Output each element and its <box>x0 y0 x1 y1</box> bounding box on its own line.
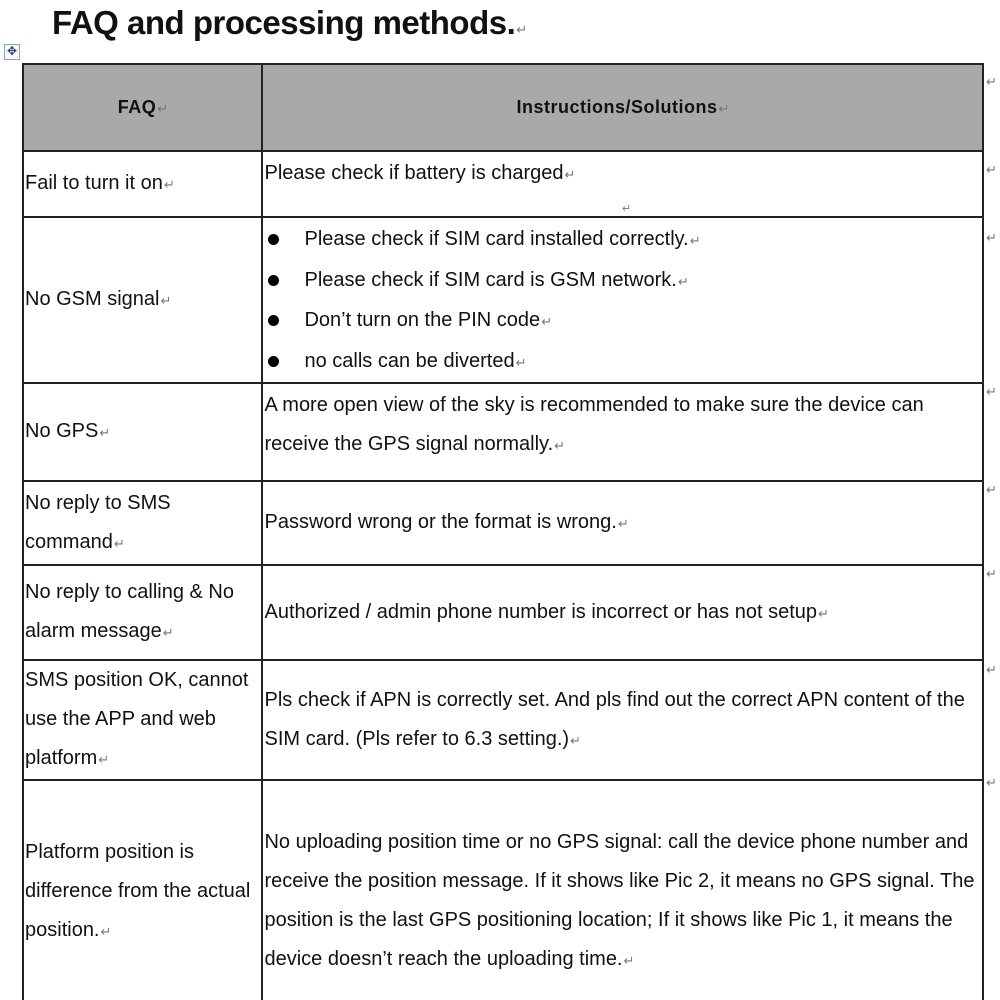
table-move-handle-icon[interactable]: ✥ <box>4 44 20 60</box>
problem-cell: Fail to turn it on↵ <box>23 151 262 217</box>
table-row <box>23 383 983 481</box>
problem-cell: Platform position is difference from the actual position.↵ <box>23 780 262 1000</box>
table-row <box>23 217 983 383</box>
problem-cell: No reply to calling & No alarm message↵ <box>23 565 262 660</box>
row-end-mark: ↵ <box>986 162 997 177</box>
solution-cell: Password wrong or the format is wrong.↵ <box>262 481 983 565</box>
row-end-mark: ↵ <box>986 384 997 399</box>
row-end-mark: ↵ <box>986 482 997 497</box>
row-end-mark: ↵ <box>986 566 997 581</box>
header-faq: FAQ↵ <box>23 64 262 151</box>
solution-cell: A more open view of the sky is recommended to make sure the device can receive the GPS signal normally.↵ <box>262 383 983 481</box>
solution-cell: Please check if battery is charged↵ <box>262 151 983 217</box>
page-title <box>52 4 527 42</box>
problem-cell: No reply to SMS command↵ <box>23 481 262 565</box>
solution-bullet-list <box>264 220 982 382</box>
problem-cell: No GSM signal↵ <box>23 217 262 383</box>
paragraph-mark: ↵ <box>622 203 632 215</box>
bullet-icon <box>268 356 279 367</box>
table-row <box>23 660 983 780</box>
table-row <box>23 151 983 217</box>
problem-cell: No GPS↵ <box>23 383 262 481</box>
table-row <box>23 565 983 660</box>
problem-cell: SMS position OK, cannot use the APP and web platform↵ <box>23 660 262 780</box>
bullet-icon <box>268 275 279 286</box>
solution-cell <box>262 217 983 383</box>
header-solutions: Instructions/Solutions↵ <box>262 64 983 151</box>
row-end-mark: ↵ <box>986 662 997 677</box>
bullet-icon <box>268 234 279 245</box>
end-of-row-marks <box>986 0 1000 1000</box>
table-header-row <box>23 64 983 151</box>
row-end-mark: ↵ <box>986 230 997 245</box>
table-row <box>23 481 983 565</box>
solution-cell: Authorized / admin phone number is incorrect or has not setup↵ <box>262 565 983 660</box>
list-item: Please check if SIM card is GSM network.↵ <box>264 261 982 302</box>
paragraph-mark: ↵ <box>516 22 527 37</box>
solution-cell: No uploading position time or no GPS signal: call the device phone number and receive the position message. If it shows like Pic 2, it means no GPS signal. The position is the last GPS positioning location; If it shows like Pic 1, it means the device doesn’t reach the uploading time.↵ <box>262 780 983 1000</box>
list-item: no calls can be diverted↵ <box>264 342 982 383</box>
row-end-mark: ↵ <box>986 74 997 89</box>
solution-cell: Pls check if APN is correctly set. And pls find out the correct APN content of the SIM card. (Pls refer to 6.3 setting.)↵ <box>262 660 983 780</box>
table-row <box>23 780 983 1000</box>
row-end-mark: ↵ <box>986 775 997 790</box>
bullet-icon <box>268 315 279 326</box>
list-item: Please check if SIM card installed correctly.↵ <box>264 220 982 261</box>
list-item: Don’t turn on the PIN code↵ <box>264 301 982 342</box>
title-text: FAQ and processing methods. <box>52 4 516 41</box>
faq-table <box>22 63 984 1000</box>
